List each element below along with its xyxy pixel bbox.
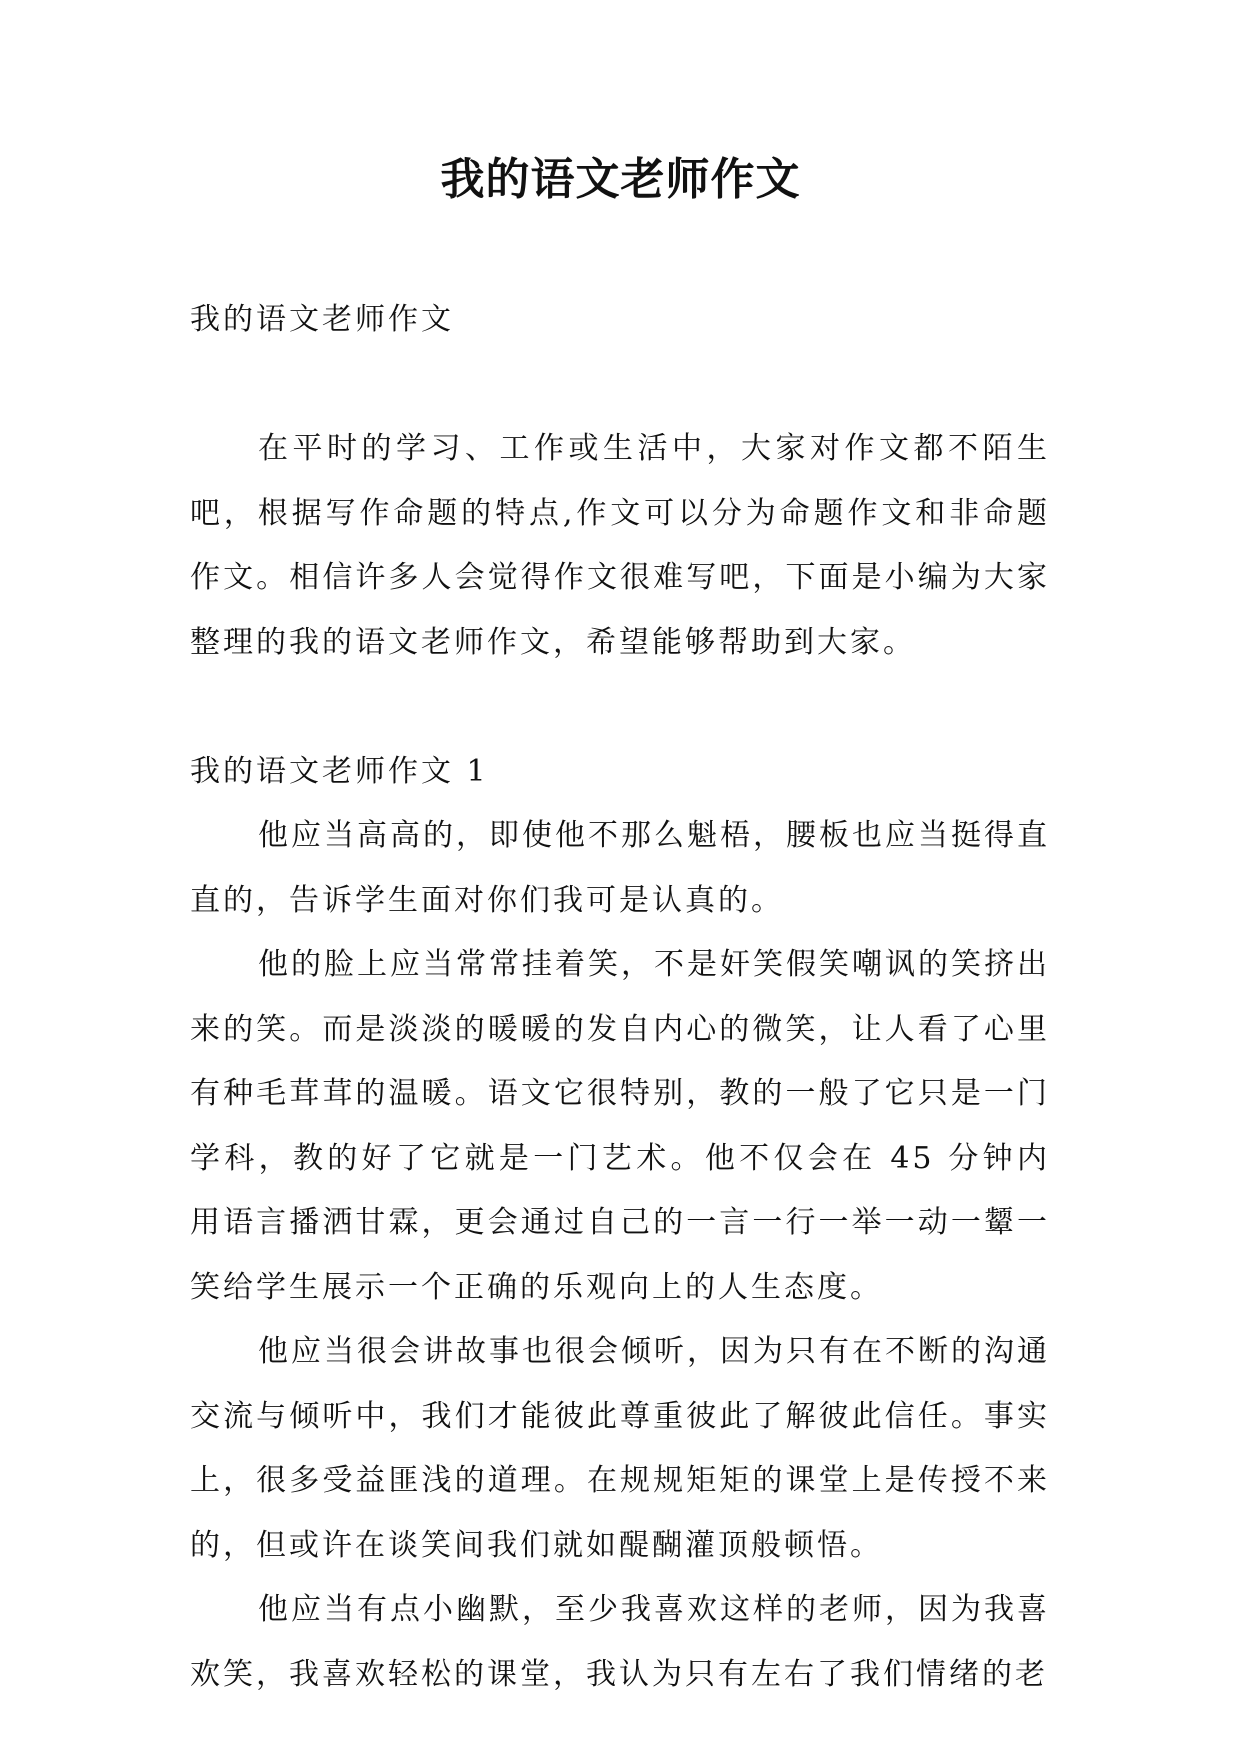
document-subtitle: 我的语文老师作文 [190,302,454,337]
intro-paragraph: 在平时的学习、工作或生活中，大家对作文都不陌生吧，根据写作命题的特点,作文可以分为命题作文和非命题作文。相信许多人会觉得作文很难写吧，下面是小编为大家整理的我的语文老师作文，希望能够帮助到大家。 [190,431,1050,660]
body-paragraph: 他应当很会讲故事也很会倾听，因为只有在不断的沟通交流与倾听中，我们才能彼此尊重彼此了解彼此信任。事实上，很多受益匪浅的道理。在规规矩矩的课堂上是传授不来的，但或许在谈笑间我们就如醍醐灌顶般顿悟。 [190,1334,1050,1563]
section-heading: 我的语文老师作文 1 [190,753,489,789]
body-paragraph: 他应当有点小幽默，至少我喜欢这样的老师，因为我喜欢笑，我喜欢轻松的课堂，我认为只有左右了我们情绪的老 [190,1592,1050,1692]
body-paragraph: 他的脸上应当常常挂着笑，不是奸笑假笑嘲讽的笑挤出来的笑。而是淡淡的暖暖的发自内心的微笑，让人看了心里有种毛茸茸的温暖。语文它很特别，教的一般了它只是一门学科，教的好了它就是一门艺术。他不仅会在 45 分钟内用语言播洒甘霖，更会通过自己的一言一行一举一动一颦一笑给学生展示一个正确的乐观向上的人生态度。 [190,947,1050,1305]
body-paragraph: 他应当高高的，即使他不那么魁梧，腰板也应当挺得直直的，告诉学生面对你们我可是认真的。 [190,818,1050,918]
spacer [190,675,1050,740]
document-body [190,288,1050,1707]
spacer [190,353,1050,418]
document-title: 我的语文老师作文 [440,154,801,205]
